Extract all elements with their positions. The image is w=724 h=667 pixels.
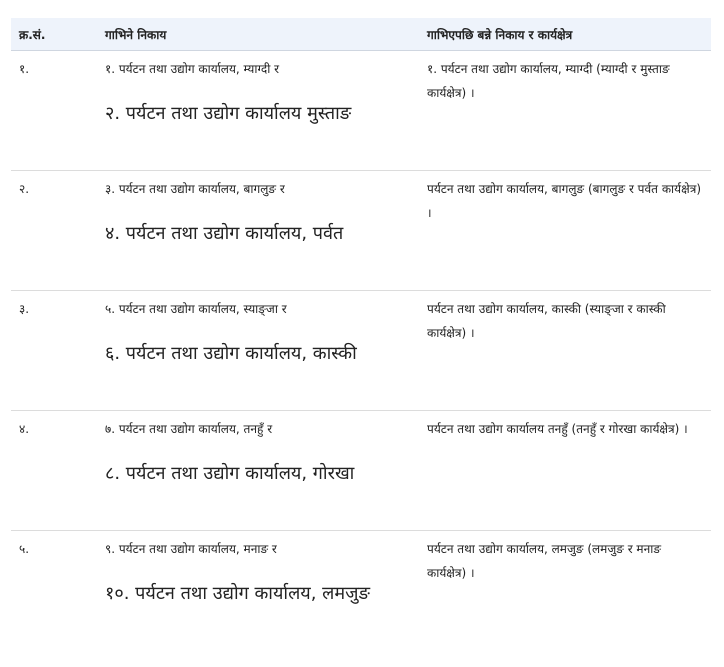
table-row bbox=[11, 291, 711, 411]
header-serial: क्र.सं. bbox=[11, 18, 97, 51]
merger-table-container bbox=[11, 18, 711, 651]
header-row bbox=[11, 18, 711, 51]
office-b-text: २. पर्यटन तथा उद्योग कार्यालय मुस्ताङ bbox=[105, 103, 352, 124]
table-row bbox=[11, 51, 711, 171]
resulting-body-cell: पर्यटन तथा उद्योग कार्यालय, बागलुङ (बागलुङ र पर्वत कार्यक्षेत्र) । bbox=[419, 171, 711, 291]
office-b-text: १०. पर्यटन तथा उद्योग कार्यालय, लमजुङ bbox=[105, 583, 370, 604]
resulting-body-cell: पर्यटन तथा उद्योग कार्यालय, कास्की (स्याङ्जा र कास्की कार्यक्षेत्र) । bbox=[419, 291, 711, 411]
office-merger-table bbox=[11, 18, 711, 651]
office-a-text: ५. पर्यटन तथा उद्योग कार्यालय, स्याङ्जा र bbox=[105, 302, 287, 316]
office-b-text: ८. पर्यटन तथा उद्योग कार्यालय, गोरखा bbox=[105, 463, 355, 484]
merged-bodies-cell bbox=[97, 531, 419, 651]
resulting-body-cell: पर्यटन तथा उद्योग कार्यालय तनहुँ (तनहुँ र गोरखा कार्यक्षेत्र) । bbox=[419, 411, 711, 531]
header-resulting-body: गाभिएपछि बन्ने निकाय र कार्यक्षेत्र bbox=[419, 18, 711, 51]
table-row bbox=[11, 531, 711, 651]
table-row bbox=[11, 171, 711, 291]
serial-cell: २. bbox=[11, 171, 97, 291]
office-a-text: १. पर्यटन तथा उद्योग कार्यालय, म्याग्दी र bbox=[105, 62, 280, 76]
table-row bbox=[11, 411, 711, 531]
serial-cell: ३. bbox=[11, 291, 97, 411]
resulting-body-cell: १. पर्यटन तथा उद्योग कार्यालय, म्याग्दी (म्याग्दी र मुस्ताङ कार्यक्षेत्र) । bbox=[419, 51, 711, 171]
office-b-text: ४. पर्यटन तथा उद्योग कार्यालय, पर्वत bbox=[105, 223, 344, 244]
table-body bbox=[11, 51, 711, 651]
office-a-text: ९. पर्यटन तथा उद्योग कार्यालय, मनाङ र bbox=[105, 542, 277, 556]
table-header bbox=[11, 18, 711, 51]
merged-bodies-cell bbox=[97, 171, 419, 291]
resulting-body-cell: पर्यटन तथा उद्योग कार्यालय, लमजुङ (लमजुङ र मनाङ कार्यक्षेत्र) । bbox=[419, 531, 711, 651]
merged-bodies-cell bbox=[97, 411, 419, 531]
serial-cell: ४. bbox=[11, 411, 97, 531]
office-b-text: ६. पर्यटन तथा उद्योग कार्यालय, कास्की bbox=[105, 343, 357, 364]
serial-cell: ५. bbox=[11, 531, 97, 651]
office-a-text: ७. पर्यटन तथा उद्योग कार्यालय, तनहुँ र bbox=[105, 422, 273, 436]
merged-bodies-cell bbox=[97, 51, 419, 171]
office-a-text: ३. पर्यटन तथा उद्योग कार्यालय, बागलुङ र bbox=[105, 182, 285, 196]
header-merged-bodies: गाभिने निकाय bbox=[97, 18, 419, 51]
serial-cell: १. bbox=[11, 51, 97, 171]
merged-bodies-cell bbox=[97, 291, 419, 411]
